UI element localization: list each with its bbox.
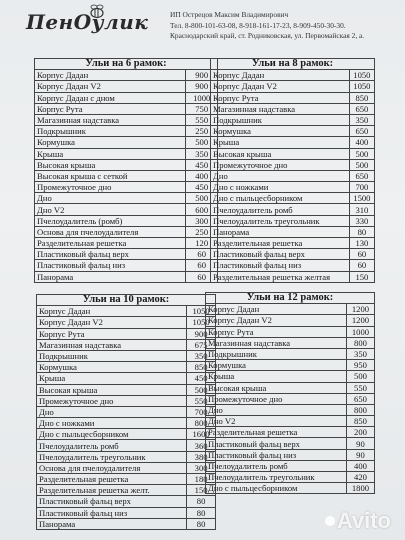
item-price: 420 xyxy=(346,472,374,483)
table-row xyxy=(35,81,218,92)
item-price: 60 xyxy=(186,260,218,271)
item-price: 80 xyxy=(187,496,216,507)
item-price: 1800 xyxy=(346,483,374,494)
table-row xyxy=(211,249,375,260)
item-name: Пластиковый фальц низ xyxy=(211,260,350,271)
table-row xyxy=(35,238,218,249)
item-name: Корпус Дадан xyxy=(206,304,347,315)
item-price: 80 xyxy=(349,226,374,237)
item-price: 60 xyxy=(349,249,374,260)
item-price: 1500 xyxy=(349,193,374,204)
table-row xyxy=(37,350,216,361)
item-price: 90 xyxy=(346,438,374,449)
item-price: 850 xyxy=(346,416,374,427)
item-price: 500 xyxy=(349,148,374,159)
table-row xyxy=(211,70,375,81)
table-row xyxy=(206,472,375,483)
item-name: Пластиковый фальц верх xyxy=(35,249,186,260)
item-price: 1000 xyxy=(346,326,374,337)
item-price: 750 xyxy=(186,103,218,114)
item-price: 90 xyxy=(346,449,374,460)
item-price: 350 xyxy=(186,148,218,159)
item-name: Пластиковый фальц низ xyxy=(37,507,187,518)
table-row xyxy=(35,103,218,114)
item-price: 675 xyxy=(187,339,216,350)
table-title: Ульи на 12 рамок: xyxy=(206,293,375,304)
item-price: 900 xyxy=(187,328,216,339)
logo-text: ПенОулик xyxy=(26,10,149,34)
item-name: Промежуточное дно xyxy=(35,182,186,193)
table-row xyxy=(35,148,218,159)
item-price: 500 xyxy=(346,371,374,382)
item-name: Корпус Рута xyxy=(35,103,186,114)
item-name: Корпус Дадан xyxy=(35,70,186,81)
item-price: 550 xyxy=(187,395,216,406)
item-price: 500 xyxy=(186,137,218,148)
item-price: 500 xyxy=(186,193,218,204)
item-price: 650 xyxy=(349,170,374,181)
item-name: Корпус Дадан V2 xyxy=(206,315,347,326)
table-row xyxy=(206,304,375,315)
item-price: 350 xyxy=(349,114,374,125)
item-price: 380 xyxy=(187,451,216,462)
table-row xyxy=(37,429,216,440)
item-price: 350 xyxy=(346,348,374,359)
hives-10-frames-table xyxy=(36,294,216,530)
item-name: Высокая крыша xyxy=(211,148,350,159)
item-name: Дно xyxy=(35,193,186,204)
table-title: Ульи на 8 рамок: xyxy=(211,59,375,70)
item-price: 500 xyxy=(187,384,216,395)
item-name: Пчелоудалитель ромб xyxy=(206,460,347,471)
item-price: 300 xyxy=(186,215,218,226)
item-price: 1000 xyxy=(186,92,218,103)
item-price: 1050 xyxy=(349,81,374,92)
item-name: Крыша xyxy=(206,371,347,382)
table-row xyxy=(37,474,216,485)
item-name: Разделительная решетка xyxy=(37,474,187,485)
item-price: 650 xyxy=(349,126,374,137)
table-row xyxy=(211,126,375,137)
table-row xyxy=(211,226,375,237)
item-name: Подкрышник xyxy=(37,350,187,361)
item-name: Корпус Дадан xyxy=(211,70,350,81)
item-price: 650 xyxy=(346,393,374,404)
contact-phones: Тел. 8-800-101-63-08, 8-918-161-17-23, 8-909-450-30-30. xyxy=(170,20,346,30)
item-name: Подкрышник xyxy=(35,126,186,137)
table-row xyxy=(211,238,375,249)
item-price: 80 xyxy=(187,518,216,529)
item-price: 1050 xyxy=(187,317,216,328)
item-price: 800 xyxy=(187,418,216,429)
item-price: 80 xyxy=(187,507,216,518)
item-name: Магазинная надставка xyxy=(35,114,186,125)
table-row xyxy=(35,249,218,260)
table-row xyxy=(206,371,375,382)
table-row xyxy=(35,126,218,137)
table-row xyxy=(211,271,375,282)
table-row xyxy=(211,114,375,125)
item-name: Магазинная надставка xyxy=(37,339,187,350)
item-name: Пластиковый фальц верх xyxy=(211,249,350,260)
table-row xyxy=(35,215,218,226)
item-name: Дно xyxy=(37,406,187,417)
item-name: Пчелоудалитель треугольник xyxy=(37,451,187,462)
table-title: Ульи на 10 рамок: xyxy=(37,295,216,306)
item-price: 1050 xyxy=(187,306,216,317)
item-name: Разделительная решетка xyxy=(206,427,347,438)
item-price: 900 xyxy=(186,70,218,81)
hives-12-frames-table xyxy=(205,292,375,494)
item-name: Дно с пыльцесборником xyxy=(37,429,187,440)
item-name: Высокая крыша с сеткой xyxy=(35,170,186,181)
table-row xyxy=(37,406,216,417)
item-name: Промежуточное дно xyxy=(37,395,187,406)
table-row xyxy=(211,148,375,159)
table-row xyxy=(206,427,375,438)
item-price: 800 xyxy=(346,337,374,348)
item-price: 450 xyxy=(187,373,216,384)
table-row xyxy=(206,315,375,326)
item-name: Разделительная решетка желт. xyxy=(37,485,187,496)
item-name: Крыша xyxy=(211,137,350,148)
item-price: 800 xyxy=(346,404,374,415)
table-row xyxy=(206,404,375,415)
table-row xyxy=(35,182,218,193)
item-price: 400 xyxy=(186,170,218,181)
table-row xyxy=(211,215,375,226)
item-price: 550 xyxy=(186,114,218,125)
watermark-text: Avito xyxy=(336,508,391,533)
table-row xyxy=(37,507,216,518)
item-name: Разделительная решетка xyxy=(35,238,186,249)
table-row xyxy=(211,159,375,170)
item-price: 60 xyxy=(349,260,374,271)
table-row xyxy=(206,326,375,337)
item-price: 1200 xyxy=(346,315,374,326)
item-name: Панорама xyxy=(35,271,186,282)
table-row xyxy=(37,328,216,339)
table-row xyxy=(37,440,216,451)
hives-8-frames-table xyxy=(210,58,375,283)
table-row xyxy=(37,306,216,317)
contact-info xyxy=(170,10,400,42)
table-row xyxy=(37,362,216,373)
item-name: Разделительная решетка желтая xyxy=(211,271,350,282)
item-price: 180 xyxy=(187,474,216,485)
item-name: Кормушка xyxy=(206,360,347,371)
table-row xyxy=(206,483,375,494)
table-title: Ульи на 6 рамок: xyxy=(35,59,218,70)
item-price: 900 xyxy=(186,81,218,92)
item-price: 130 xyxy=(349,238,374,249)
contact-address: Краснодарский край, ст. Родниковская, ул. Первомайская 2, а. xyxy=(170,31,365,40)
item-name: Корпус Дадан V2 xyxy=(37,317,187,328)
table-row xyxy=(37,373,216,384)
item-price: 120 xyxy=(186,238,218,249)
table-row xyxy=(206,449,375,460)
table-row xyxy=(211,81,375,92)
contact-owner: ИП Острецов Максим Владимирович xyxy=(170,10,289,19)
item-price: 450 xyxy=(186,159,218,170)
item-name: Пчелоудалитель треугольник xyxy=(206,472,347,483)
item-price: 400 xyxy=(346,460,374,471)
table-row xyxy=(206,382,375,393)
item-name: Пластиковый фальц верх xyxy=(206,438,347,449)
table-row xyxy=(211,204,375,215)
item-price: 330 xyxy=(349,215,374,226)
item-price: 200 xyxy=(346,427,374,438)
table-row xyxy=(211,170,375,181)
table-row xyxy=(37,462,216,473)
item-price: 550 xyxy=(346,382,374,393)
item-name: Подкрышник xyxy=(206,348,347,359)
item-name: Основа для пчелоудалителя xyxy=(35,226,186,237)
item-name: Крыша xyxy=(37,373,187,384)
item-name: Основа для пчелоудалителя xyxy=(37,462,187,473)
item-name: Корпус Рута xyxy=(37,328,187,339)
table-row xyxy=(206,438,375,449)
item-name: Корпус Рута xyxy=(206,326,347,337)
item-price: 1050 xyxy=(349,70,374,81)
avito-watermark xyxy=(325,508,391,534)
item-name: Дно V2 xyxy=(35,204,186,215)
item-name: Пластиковый фальц низ xyxy=(206,449,347,460)
item-name: Дно V2 xyxy=(206,416,347,427)
item-name: Дно xyxy=(206,404,347,415)
item-name: Корпус Дадан с дном xyxy=(35,92,186,103)
item-price: 700 xyxy=(349,182,374,193)
item-name: Крыша xyxy=(35,148,186,159)
item-price: 300 xyxy=(187,462,216,473)
table-row xyxy=(206,360,375,371)
table-row xyxy=(35,114,218,125)
item-name: Пластиковый фальц верх xyxy=(37,496,187,507)
table-row xyxy=(206,460,375,471)
table-row xyxy=(37,395,216,406)
item-name: Пластиковый фальц низ xyxy=(35,260,186,271)
item-price: 1200 xyxy=(346,304,374,315)
item-name: Кормушка xyxy=(35,137,186,148)
table-row xyxy=(35,193,218,204)
item-name: Высокая крыша xyxy=(37,384,187,395)
table-row xyxy=(35,137,218,148)
table-row xyxy=(35,70,218,81)
table-row xyxy=(211,260,375,271)
table-row xyxy=(206,416,375,427)
table-row xyxy=(37,418,216,429)
table-row xyxy=(206,337,375,348)
table-row xyxy=(211,92,375,103)
hives-6-frames-table xyxy=(34,58,218,283)
item-name: Промежуточное дно xyxy=(211,159,350,170)
item-price: 1600 xyxy=(187,429,216,440)
table-row xyxy=(37,384,216,395)
item-name: Панорама xyxy=(211,226,350,237)
table-row xyxy=(35,226,218,237)
item-name: Кормушка xyxy=(37,362,187,373)
item-price: 600 xyxy=(186,204,218,215)
table-row xyxy=(35,159,218,170)
table-row xyxy=(37,339,216,350)
item-price: 150 xyxy=(187,485,216,496)
table-row xyxy=(35,92,218,103)
table-row xyxy=(211,103,375,114)
table-row xyxy=(206,393,375,404)
item-price: 310 xyxy=(349,204,374,215)
item-name: Корпус Дадан V2 xyxy=(35,81,186,92)
item-price: 250 xyxy=(186,226,218,237)
table-row xyxy=(211,193,375,204)
item-price: 950 xyxy=(346,360,374,371)
table-row xyxy=(211,137,375,148)
item-name: Пчелоудалитель треугольник xyxy=(211,215,350,226)
item-name: Пчелоудалитель (ромб) xyxy=(35,215,186,226)
item-price: 360 xyxy=(187,440,216,451)
table-row xyxy=(37,518,216,529)
item-name: Корпус Дадан V2 xyxy=(211,81,350,92)
item-price: 450 xyxy=(186,182,218,193)
item-price: 400 xyxy=(349,137,374,148)
item-name: Дно xyxy=(211,170,350,181)
item-name: Подкрышник xyxy=(211,114,350,125)
item-price: 700 xyxy=(187,406,216,417)
item-name: Высокая крыша xyxy=(206,382,347,393)
bee-icon xyxy=(86,2,108,20)
table-row xyxy=(35,260,218,271)
item-price: 60 xyxy=(186,271,218,282)
item-price: 850 xyxy=(187,362,216,373)
item-price: 500 xyxy=(349,159,374,170)
item-price: 650 xyxy=(349,103,374,114)
item-name: Корпус Рута xyxy=(211,92,350,103)
table-row xyxy=(37,496,216,507)
table-row xyxy=(35,204,218,215)
item-price: 250 xyxy=(186,126,218,137)
table-row xyxy=(35,271,218,282)
item-name: Панорама xyxy=(37,518,187,529)
item-name: Магазинная надставка xyxy=(206,337,347,348)
item-name: Кормушка xyxy=(211,126,350,137)
item-price: 150 xyxy=(349,271,374,282)
item-name: Дно с ножками xyxy=(37,418,187,429)
table-row xyxy=(37,451,216,462)
table-row xyxy=(206,348,375,359)
item-name: Дно с ножками xyxy=(211,182,350,193)
item-name: Пчелоудалитель ромб xyxy=(211,204,350,215)
item-name: Магазинная надставка xyxy=(211,103,350,114)
item-name: Промежуточное дно xyxy=(206,393,347,404)
table-row xyxy=(211,182,375,193)
item-name: Пчелоудалитель ромб xyxy=(37,440,187,451)
table-row xyxy=(37,317,216,328)
item-price: 350 xyxy=(187,350,216,361)
item-price: 60 xyxy=(186,249,218,260)
item-name: Дно с пыльцесборником xyxy=(211,193,350,204)
table-row xyxy=(35,170,218,181)
item-name: Дно с пыльцесборником xyxy=(206,483,347,494)
item-name: Разделительная решетка xyxy=(211,238,350,249)
item-name: Высокая крыша xyxy=(35,159,186,170)
table-row xyxy=(37,485,216,496)
item-name: Корпус Дадан xyxy=(37,306,187,317)
item-price: 850 xyxy=(349,92,374,103)
avito-logo-icon xyxy=(325,516,335,526)
